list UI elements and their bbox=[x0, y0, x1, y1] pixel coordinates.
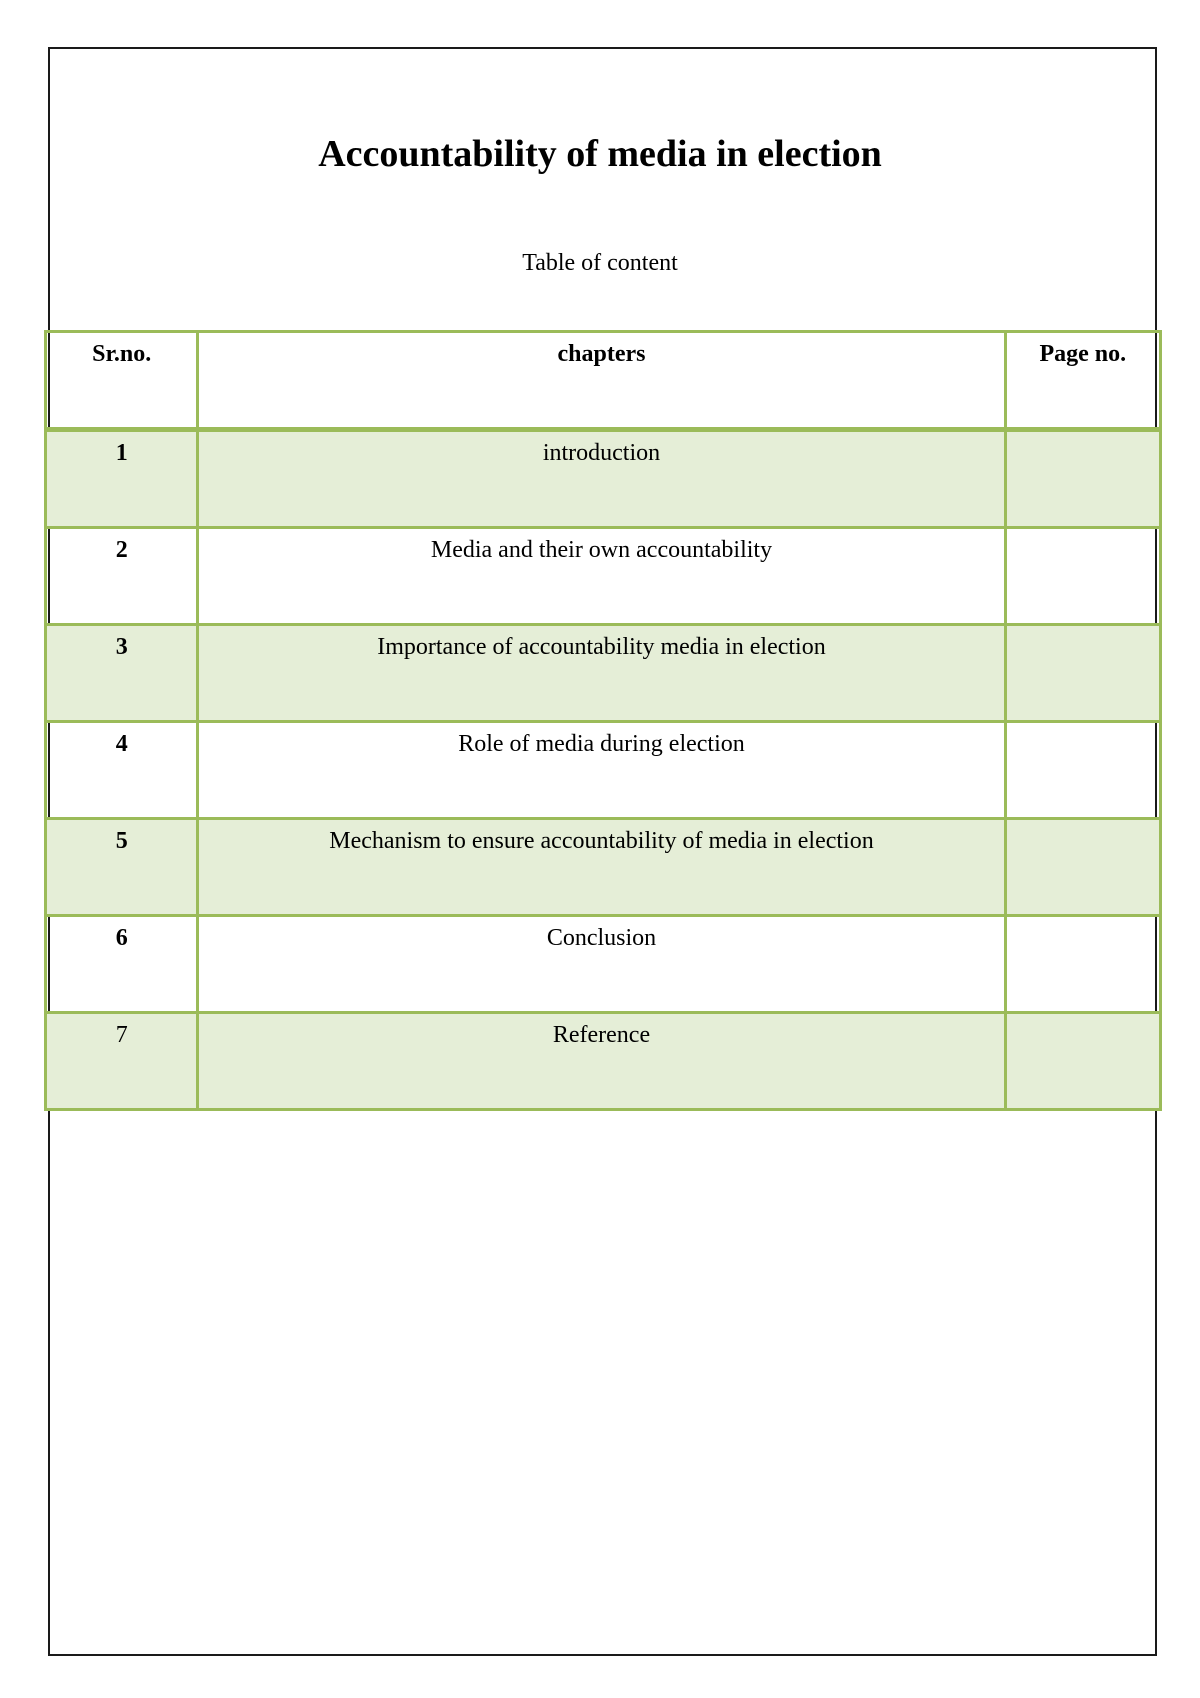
row-sr-cell bbox=[46, 625, 198, 722]
header-chapters-label: chapters bbox=[557, 341, 646, 367]
row-page-cell bbox=[1005, 1013, 1160, 1110]
row-chapter-cell bbox=[198, 819, 1005, 916]
row-page-cell bbox=[1005, 528, 1160, 625]
row-chapter-cell bbox=[198, 528, 1005, 625]
row-page-cell bbox=[1005, 819, 1160, 916]
table-row bbox=[46, 528, 1161, 625]
row-sr-number: 1 bbox=[115, 440, 128, 466]
table-row bbox=[46, 916, 1161, 1013]
row-chapter-title: Reference bbox=[552, 1022, 651, 1048]
row-page-cell bbox=[1005, 625, 1160, 722]
row-page-cell bbox=[1005, 430, 1160, 528]
row-sr-number: 2 bbox=[115, 537, 128, 563]
row-page-number bbox=[1007, 529, 1159, 535]
row-sr-number: 7 bbox=[115, 1022, 128, 1048]
document-subtitle: Table of content bbox=[522, 250, 678, 276]
row-sr-cell bbox=[46, 722, 198, 819]
row-page-cell bbox=[1005, 916, 1160, 1013]
row-page-cell bbox=[1005, 722, 1160, 819]
row-chapter-cell bbox=[198, 625, 1005, 722]
header-chapters bbox=[198, 332, 1005, 430]
row-chapter-title: Role of media during election bbox=[458, 731, 745, 757]
header-page-no bbox=[1005, 332, 1160, 430]
row-sr-cell bbox=[46, 1013, 198, 1110]
row-page-number bbox=[1007, 820, 1159, 826]
row-sr-cell bbox=[46, 916, 198, 1013]
row-page-number bbox=[1007, 432, 1159, 438]
table-row bbox=[46, 722, 1161, 819]
table-of-contents bbox=[44, 330, 1162, 1111]
row-chapter-title: Importance of accountability media in election bbox=[377, 634, 826, 660]
row-page-number bbox=[1007, 917, 1159, 923]
table-row bbox=[46, 1013, 1161, 1110]
header-sr-no bbox=[46, 332, 198, 430]
header-sr-no-label: Sr.no. bbox=[92, 341, 152, 367]
table-row bbox=[46, 819, 1161, 916]
table-row bbox=[46, 430, 1161, 528]
row-sr-number: 6 bbox=[115, 925, 128, 951]
row-chapter-title: Media and their own accountability bbox=[430, 537, 773, 563]
row-sr-cell bbox=[46, 528, 198, 625]
row-sr-number: 5 bbox=[115, 828, 128, 854]
row-chapter-title: introduction bbox=[542, 440, 661, 466]
row-sr-number: 4 bbox=[115, 731, 128, 757]
row-chapter-cell bbox=[198, 722, 1005, 819]
row-sr-cell bbox=[46, 819, 198, 916]
row-page-number bbox=[1007, 723, 1159, 729]
header-page-no-label: Page no. bbox=[1039, 341, 1127, 367]
table-header-row bbox=[46, 332, 1161, 430]
row-sr-cell bbox=[46, 430, 198, 528]
row-chapter-title: Conclusion bbox=[546, 925, 657, 951]
row-chapter-title: Mechanism to ensure accountability of media in election bbox=[329, 828, 874, 854]
row-sr-number: 3 bbox=[115, 634, 128, 660]
row-page-number bbox=[1007, 1014, 1159, 1020]
document-title: Accountability of media in election bbox=[318, 133, 882, 175]
table-row bbox=[46, 625, 1161, 722]
row-chapter-cell bbox=[198, 916, 1005, 1013]
row-chapter-cell bbox=[198, 430, 1005, 528]
row-page-number bbox=[1007, 626, 1159, 632]
row-chapter-cell bbox=[198, 1013, 1005, 1110]
